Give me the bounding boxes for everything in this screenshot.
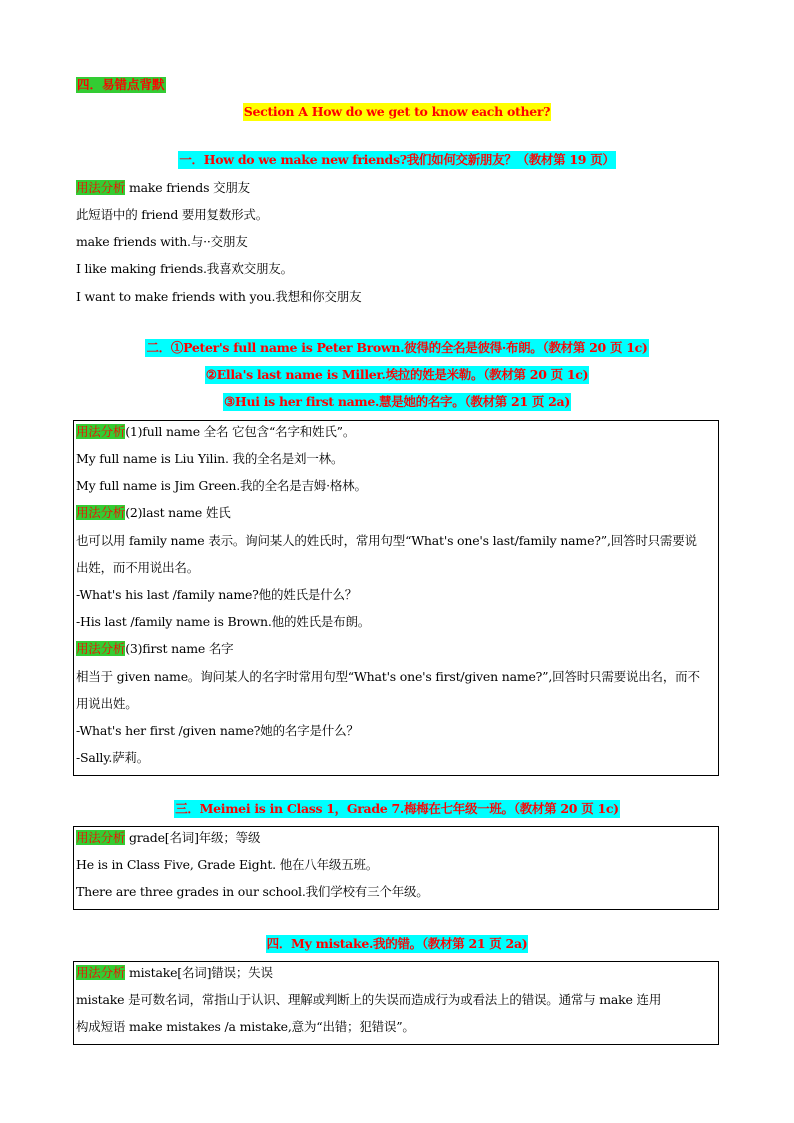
s2-a-line-1: My full name is Jim Green.我的全名是吉姆·格林。 xyxy=(76,478,367,493)
s2-a-head: 用法分析(1)full name 全名 它包含“名字和姓氏”。 xyxy=(76,424,356,439)
section-title: Section A How do we get to know each other? xyxy=(243,104,551,119)
s2-heading-2: ②Ella's last name is Miller.埃拉的姓是米勒。（教材第 20 页 1c) xyxy=(205,367,589,382)
usage-tag: 用法分析 xyxy=(76,505,126,520)
s1-line-0: 用法分析 make friends 交朋友 xyxy=(76,180,250,195)
usage-tag: 用法分析 xyxy=(76,180,126,195)
s3-heading: 三．Meimei is in Class 1，Grade 7.梅梅在七年级一班。（教材第 20 页 1c) xyxy=(175,801,619,816)
s4-line-1: 构成短语 make mistakes /a mistake,意为“出错；犯错误”。 xyxy=(76,1019,415,1034)
s1-heading: 一．How do we make new friends?我们如何交新朋友？（教材第 19 页） xyxy=(179,152,615,167)
s2-heading-1: 二．①Peter's full name is Peter Brown.彼得的全名是彼得·布朗。（教材第 20 页 1c) xyxy=(146,340,648,355)
s2-c-line-0: 相当于 given name。询问某人的名字时常用句型“What's one's first/given name?”,回答时只需要说出名，而不 xyxy=(76,669,700,684)
s1-line-4: I want to make friends with you.我想和你交朋友 xyxy=(76,289,362,304)
s1-line-3: I like making friends.我喜欢交朋友。 xyxy=(76,261,293,276)
usage-tag: 用法分析 xyxy=(76,830,126,845)
s3-head: 用法分析 grade[名词]年级；等级 xyxy=(76,830,261,845)
s1-line-2: make friends with.与··交朋友 xyxy=(76,234,248,249)
s3-box xyxy=(73,826,719,910)
s2-b-line-3: -His last /family name is Brown.他的姓氏是布朗。 xyxy=(76,614,371,629)
s2-heading-row-1 xyxy=(0,339,794,357)
s3-line-1: There are three grades in our school.我们学校有三个年级。 xyxy=(76,884,429,899)
s2-heading-row-2 xyxy=(0,366,794,384)
s2-c-line-2: -What's her first /given name?她的名字是什么？ xyxy=(76,723,359,738)
s2-heading-row-3 xyxy=(0,393,794,411)
usage-tag: 用法分析 xyxy=(76,424,126,439)
s3-line-0: He is in Class Five, Grade Eight. 他在八年级五班。 xyxy=(76,857,379,872)
section-label: 四．易错点背默 xyxy=(77,77,165,92)
s2-c-line-3: -Sally.萨莉。 xyxy=(76,750,150,765)
section-title-row xyxy=(0,103,794,121)
s2-c-head: 用法分析(3)first name 名字 xyxy=(76,641,234,656)
s1-heading-row xyxy=(0,151,794,169)
s4-line-0: mistake 是可数名词，常指山于认识、理解或判断上的失误而造成行为或看法上的错误。通常与 make 连用 xyxy=(76,992,662,1007)
s2-c-line-1: 用说出姓。 xyxy=(76,696,138,711)
s1-line-1: 此短语中的 friend 要用复数形式。 xyxy=(76,207,268,222)
usage-tag: 用法分析 xyxy=(76,965,126,980)
s4-heading-row xyxy=(0,935,794,953)
s2-box xyxy=(73,420,719,776)
s4-head: 用法分析 mistake[名词]错误；失误 xyxy=(76,965,273,980)
usage-tag: 用法分析 xyxy=(76,641,126,656)
s2-b-line-1: 出姓，而不用说出名。 xyxy=(76,560,200,575)
s4-heading: 四．My mistake.我的错。（教材第 21 页 2a) xyxy=(266,936,528,951)
s2-b-line-0: 也可以用 family name 表示。询问某人的姓氏时，常用句型“What's one's last/family name?”,回答时只需要说 xyxy=(76,533,697,548)
s2-b-line-2: -What's his last /family name?他的姓氏是什么？ xyxy=(76,587,358,602)
s4-box xyxy=(73,961,719,1045)
s2-heading-3: ③Hui is her first name.慧是她的名字。（教材第 21 页 2a) xyxy=(224,394,570,409)
s2-a-line-0: My full name is Liu Yilin. 我的全名是刘一林。 xyxy=(76,451,344,466)
s3-heading-row xyxy=(0,800,794,818)
s2-b-head: 用法分析(2)last name 姓氏 xyxy=(76,505,231,520)
